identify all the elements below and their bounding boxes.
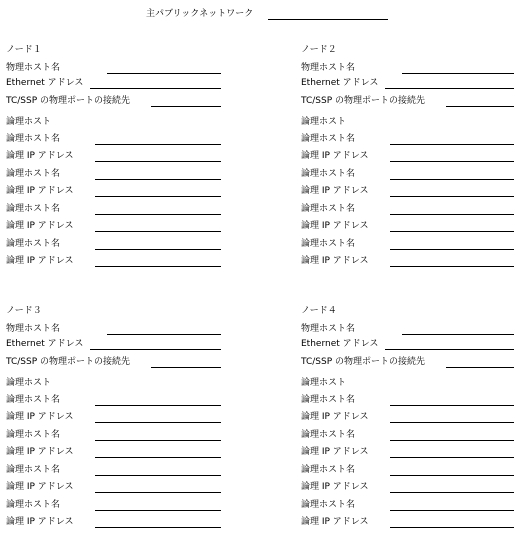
logical-host-name-label: 論理ホスト名 <box>301 239 356 249</box>
logical-host-name-label: 論理ホスト名 <box>6 134 61 144</box>
tc-ssp-port-label: TC/SSP の物理ポートの接続先 <box>301 357 426 367</box>
logical-ip-label: 論理 IP アドレス <box>301 186 369 196</box>
network-name-field[interactable] <box>268 19 388 20</box>
logical-host-name-field[interactable] <box>95 249 221 250</box>
logical-ip-label: 論理 IP アドレス <box>6 447 74 457</box>
logical-host-name-field[interactable] <box>95 440 221 441</box>
ethernet-address-field[interactable] <box>90 88 221 89</box>
logical-ip-field[interactable] <box>390 161 514 162</box>
logical-host-name-field[interactable] <box>95 405 221 406</box>
ethernet-address-field[interactable] <box>385 349 514 350</box>
logical-host-name-label: 論理ホスト名 <box>301 204 356 214</box>
logical-ip-field[interactable] <box>95 492 221 493</box>
logical-ip-label: 論理 IP アドレス <box>301 256 369 266</box>
logical-ip-field[interactable] <box>390 231 514 232</box>
logical-ip-label: 論理 IP アドレス <box>301 151 369 161</box>
ethernet-address-field[interactable] <box>90 349 221 350</box>
logical-host-heading: 論理ホスト <box>301 378 347 388</box>
logical-host-name-label: 論理ホスト名 <box>301 465 356 475</box>
logical-ip-label: 論理 IP アドレス <box>301 221 369 231</box>
node-heading: ノード３ <box>6 306 42 316</box>
logical-ip-field[interactable] <box>95 457 221 458</box>
logical-host-name-label: 論理ホスト名 <box>301 395 356 405</box>
logical-host-name-label: 論理ホスト名 <box>6 395 61 405</box>
logical-ip-label: 論理 IP アドレス <box>6 221 74 231</box>
logical-ip-label: 論理 IP アドレス <box>6 482 74 492</box>
physical-host-label: 物理ホスト名 <box>6 63 61 73</box>
tc-ssp-port-label: TC/SSP の物理ポートの接続先 <box>6 357 131 367</box>
logical-host-name-field[interactable] <box>390 405 514 406</box>
logical-host-name-label: 論理ホスト名 <box>6 239 61 249</box>
logical-ip-field[interactable] <box>95 161 221 162</box>
physical-host-field[interactable] <box>107 334 221 335</box>
tc-ssp-port-label: TC/SSP の物理ポートの接続先 <box>6 96 131 106</box>
physical-host-field[interactable] <box>402 73 514 74</box>
logical-host-name-field[interactable] <box>390 475 514 476</box>
logical-ip-field[interactable] <box>390 492 514 493</box>
logical-host-name-label: 論理ホスト名 <box>6 204 61 214</box>
ethernet-address-field[interactable] <box>385 88 514 89</box>
logical-ip-label: 論理 IP アドレス <box>6 256 74 266</box>
logical-host-name-field[interactable] <box>95 475 221 476</box>
logical-host-name-label: 論理ホスト名 <box>6 465 61 475</box>
tc-ssp-port-field[interactable] <box>151 106 221 107</box>
logical-host-name-label: 論理ホスト名 <box>301 430 356 440</box>
physical-host-field[interactable] <box>107 73 221 74</box>
ethernet-address-label: Ethernet アドレス <box>301 78 379 88</box>
logical-ip-label: 論理 IP アドレス <box>301 412 369 422</box>
page-title: 主パブリックネットワーク <box>146 9 254 19</box>
tc-ssp-port-label: TC/SSP の物理ポートの接続先 <box>301 96 426 106</box>
logical-host-name-field[interactable] <box>95 179 221 180</box>
node-heading: ノード１ <box>6 45 42 55</box>
physical-host-field[interactable] <box>402 334 514 335</box>
tc-ssp-port-field[interactable] <box>446 106 514 107</box>
logical-ip-field[interactable] <box>390 196 514 197</box>
logical-host-name-field[interactable] <box>95 510 221 511</box>
logical-ip-field[interactable] <box>95 527 221 528</box>
node-heading: ノード４ <box>301 306 337 316</box>
logical-host-name-field[interactable] <box>390 510 514 511</box>
logical-host-name-label: 論理ホスト名 <box>301 134 356 144</box>
logical-host-heading: 論理ホスト <box>301 117 347 127</box>
logical-ip-label: 論理 IP アドレス <box>301 447 369 457</box>
logical-host-name-label: 論理ホスト名 <box>6 500 61 510</box>
logical-host-heading: 論理ホスト <box>6 378 52 388</box>
logical-host-name-label: 論理ホスト名 <box>301 500 356 510</box>
tc-ssp-port-field[interactable] <box>446 367 514 368</box>
logical-host-name-label: 論理ホスト名 <box>6 430 61 440</box>
logical-host-heading: 論理ホスト <box>6 117 52 127</box>
logical-host-name-field[interactable] <box>390 179 514 180</box>
logical-ip-field[interactable] <box>390 266 514 267</box>
logical-ip-label: 論理 IP アドレス <box>6 186 74 196</box>
physical-host-label: 物理ホスト名 <box>301 324 356 334</box>
logical-ip-label: 論理 IP アドレス <box>6 412 74 422</box>
logical-ip-label: 論理 IP アドレス <box>301 482 369 492</box>
logical-host-name-field[interactable] <box>95 214 221 215</box>
node-heading: ノード２ <box>301 45 337 55</box>
tc-ssp-port-field[interactable] <box>151 367 221 368</box>
ethernet-address-label: Ethernet アドレス <box>6 78 84 88</box>
logical-ip-field[interactable] <box>95 196 221 197</box>
logical-ip-field[interactable] <box>95 266 221 267</box>
logical-ip-field[interactable] <box>390 527 514 528</box>
logical-ip-label: 論理 IP アドレス <box>6 517 74 527</box>
logical-host-name-label: 論理ホスト名 <box>301 169 356 179</box>
logical-ip-label: 論理 IP アドレス <box>301 517 369 527</box>
logical-ip-field[interactable] <box>390 422 514 423</box>
logical-ip-field[interactable] <box>390 457 514 458</box>
logical-host-name-field[interactable] <box>390 214 514 215</box>
logical-host-name-label: 論理ホスト名 <box>6 169 61 179</box>
physical-host-label: 物理ホスト名 <box>6 324 61 334</box>
logical-host-name-field[interactable] <box>390 144 514 145</box>
logical-host-name-field[interactable] <box>390 249 514 250</box>
logical-ip-label: 論理 IP アドレス <box>6 151 74 161</box>
ethernet-address-label: Ethernet アドレス <box>6 339 84 349</box>
logical-host-name-field[interactable] <box>95 144 221 145</box>
logical-ip-field[interactable] <box>95 422 221 423</box>
logical-host-name-field[interactable] <box>390 440 514 441</box>
physical-host-label: 物理ホスト名 <box>301 63 356 73</box>
logical-ip-field[interactable] <box>95 231 221 232</box>
ethernet-address-label: Ethernet アドレス <box>301 339 379 349</box>
